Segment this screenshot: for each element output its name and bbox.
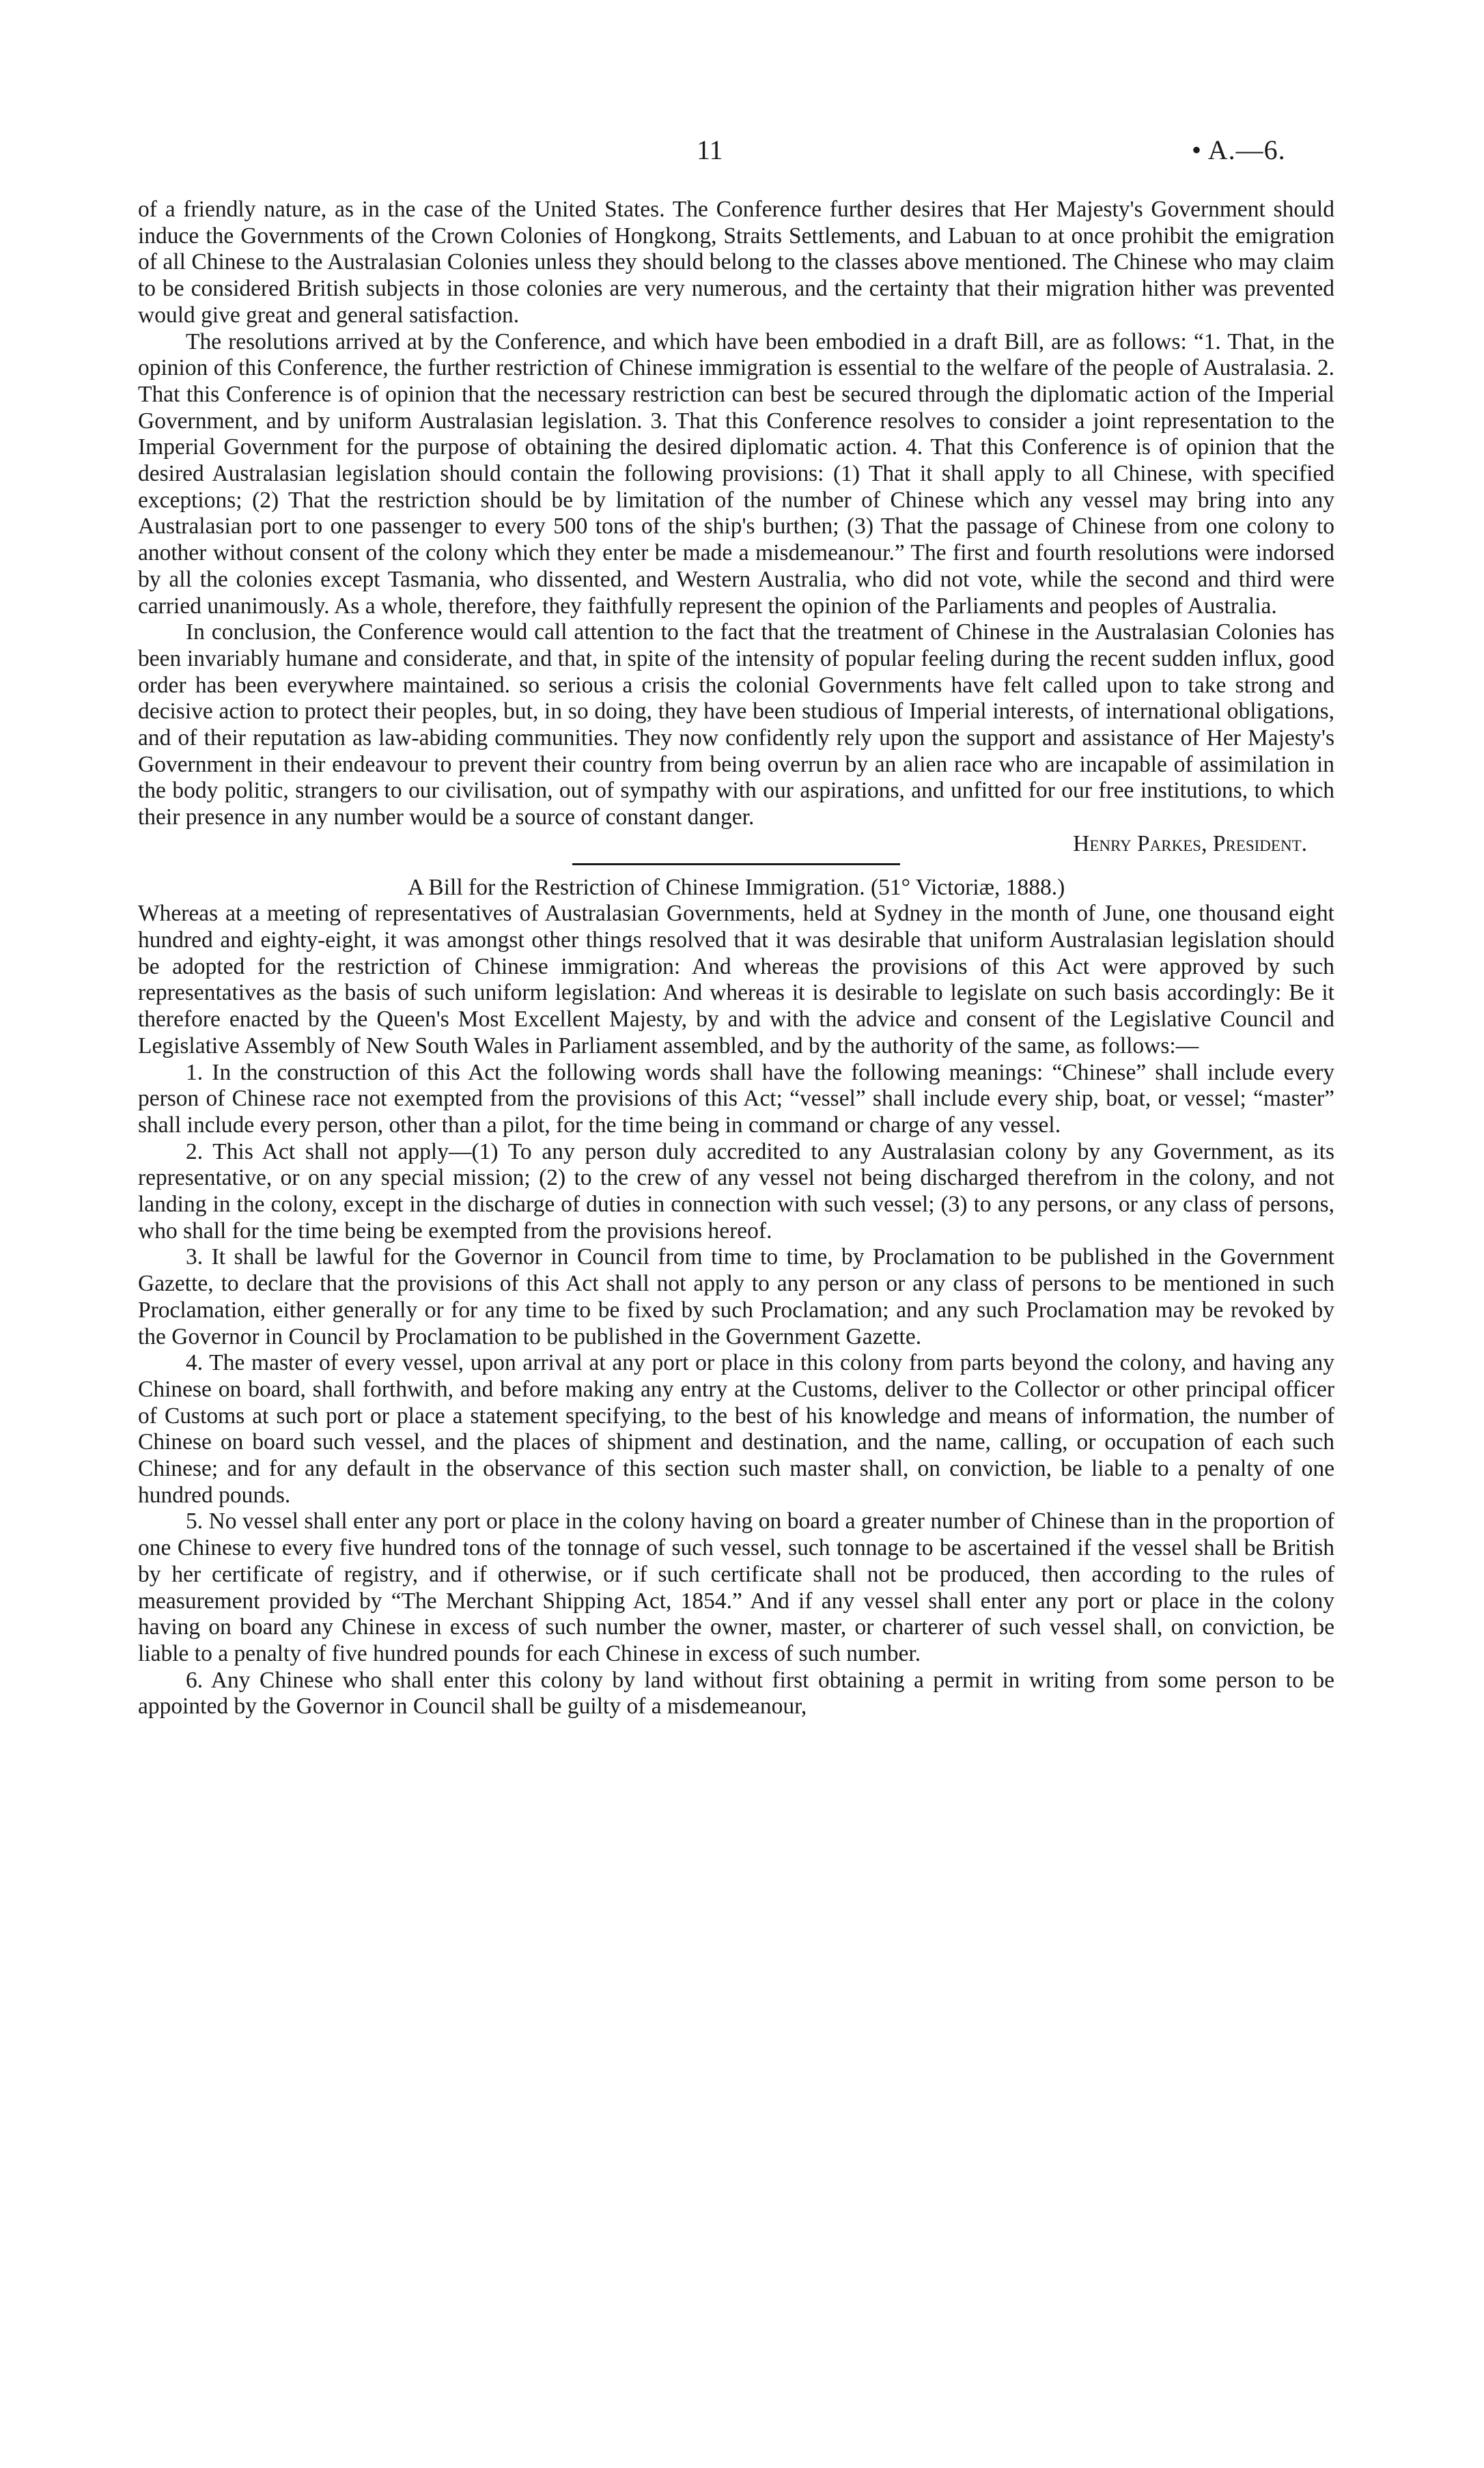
page-number: 11 [697,135,723,165]
paragraph-resolutions: The resolutions arrived at by the Conference, and which have been embodied in a draft Bill, are as follows: “1. That, in the opinion of this Conference, the further restriction of Chinese immigration is essential to the welfare of the people of Australasia. 2. That this Conference is of opinion that the necessary restriction can best be secured through the diplomatic action of the Imperial Government, and by uniform Australasian legislation. 3. That this Conference resolves to consider a joint representation to the Imperial Government for the purpose of obtaining the desired diplomatic action. 4. That this Conference is of opinion that the desired Australasian legislation should contain the following provisions: (1) That it shall apply to all Chinese, with specified exceptions; (2) That the restriction should be by limitation of the number of Chinese which any vessel may bring into any Australasian port to one passenger to every 500 tons of the ship's burthen; (3) That the passage of Chinese from one colony to another without consent of the colony which they enter be made a misdemeanour.” The first and fourth resolutions were indorsed by all the colonies except Tasmania, who dissented, and Western Australia, who did not vote, while the second and third were carried unanimously. As a whole, therefore, they faithfully represent the opinion of the Parliaments and peoples of Australia. [138,328,1334,619]
bill-section-6: 6. Any Chinese who shall enter this colony by land without first obtaining a permit in writing from some person to be appointed by the Governor in Council shall be guilty of a misdemeanour, [138,1667,1334,1720]
section-divider [572,863,900,865]
document-reference: • A.—6. [1192,135,1286,165]
bill-title: A Bill for the Restriction of Chinese Immigration. (51° Victoriæ, 1888.) [407,874,1065,900]
bill-section-5: 5. No vessel shall enter any port or place in the colony having on board a greater number of Chinese than in the proportion of one Chinese to every five hundred tons of the tonnage of such vessel, such tonnage to be ascertained if the vessel shall be British by her certificate of registry, and if otherwise, or if such certificate shall not be produced, then according to the rules of measurement provided by “The Merchant Shipping Act, 1854.” And if any vessel shall enter any port or place in the colony having on board any Chinese in excess of such number the owner, master, or charterer of such vessel shall, on conviction, be liable to a penalty of five hundred pounds for each Chinese in excess of such number. [138,1509,1334,1666]
bill-section-1: 1. In the construction of this Act the following words shall have the following meanings: “Chinese” shall include every person of Chinese race not exempted from the provisions of this Act; “vessel” shall include every ship, boat, or vessel; “master” shall include every person, other than a pilot, for the time being in command or charge of any vessel. [138,1059,1334,1138]
page-header [0,134,1484,175]
bill-section-4: 4. The master of every vessel, upon arrival at any port or place in this colony from parts beyond the colony, and having any Chinese on board, shall forthwith, and before making any entry at the Customs, deliver to the Collector or other principal officer of Customs at such port or place a statement specifying, to the best of his knowledge and means of information, the number of Chinese on board such vessel, and the places of shipment and destination, and the name, calling, or occupation of each such Chinese; and for any default in the observance of this section such master shall, on conviction, be liable to a penalty of one hundred pounds. [138,1350,1334,1508]
bill-section-2: 2. This Act shall not apply—(1) To any person duly accredited to any Australasian colony by any Government, as its representative, or on any special mission; (2) to the crew of any vessel not being discharged therefrom in the colony, and not landing in the colony, except in the discharge of duties in connection with such vessel; (3) to any persons, or any class of persons, who shall for the time being be exempted from the provisions hereof. [138,1138,1334,1244]
paragraph-conclusion: In conclusion, the Conference would call attention to the fact that the treatment of Chinese in the Australasian Colonies has been invariably humane and considerate, and that, in spite of the intensity of popular feeling during the recent sudden influx, good order has been everywhere maintained. so serious a crisis the colonial Governments have felt called upon to take strong and decisive action to protect their peoples, but, in so doing, they have been studious of Imperial interests, of international obligations, and of their reputation as law-abiding communities. They now confidently rely upon the support and assistance of Her Majesty's Government in their endeavour to prevent their country from being overrun by an alien race who are incapable of assimilation in the body politic, strangers to our civilisation, out of sympathy with our aspirations, and unfitted for our free institutions, to which their presence in any number would be a source of constant danger. [138,619,1334,830]
document-body [138,197,1334,1720]
bill-preamble: Whereas at a meeting of representatives of Australasian Governments, held at Sydney in the month of June, one thousand eight hundred and eighty-eight, it was amongst other things resolved that it was desirable that uniform Australasian legislation should be adopted for the restriction of Chinese immigration: And whereas the provisions of this Act were approved by such representatives as the basis of such uniform legislation: And whereas it is desirable to legislate on such basis accordingly: Be it therefore enacted by the Queen's Most Excellent Majesty, by and with the advice and consent of the Legislative Council and Legislative Assembly of New South Wales in Parliament assembled, and by the authority of the same, as follows:— [138,901,1334,1058]
bill-section-3: 3. It shall be lawful for the Governor in Council from time to time, by Proclamation to be published in the Government Gazette, to declare that the provisions of this Act shall not apply to any person or any class of persons to be mentioned in such Proclamation, either generally or for any time to be fixed by such Proclamation; and any such Proclamation may be revoked by the Governor in Council by Proclamation to be published in the Government Gazette. [138,1244,1334,1349]
signature: Henry Parkes, President. [1073,830,1307,856]
paragraph-continuation: of a friendly nature, as in the case of the United States. The Conference further desires that Her Majesty's Government should induce the Governments of the Crown Colonies of Hongkong, Straits Settlements, and Labuan to at once prohibit the emigration of all Chinese to the Australasian Colonies unless they should belong to the classes above mentioned. The Chinese who may claim to be considered British subjects in those colonies are very numerous, and the certainty that their migration hither was prevented would give great and general satisfaction. [138,197,1334,328]
